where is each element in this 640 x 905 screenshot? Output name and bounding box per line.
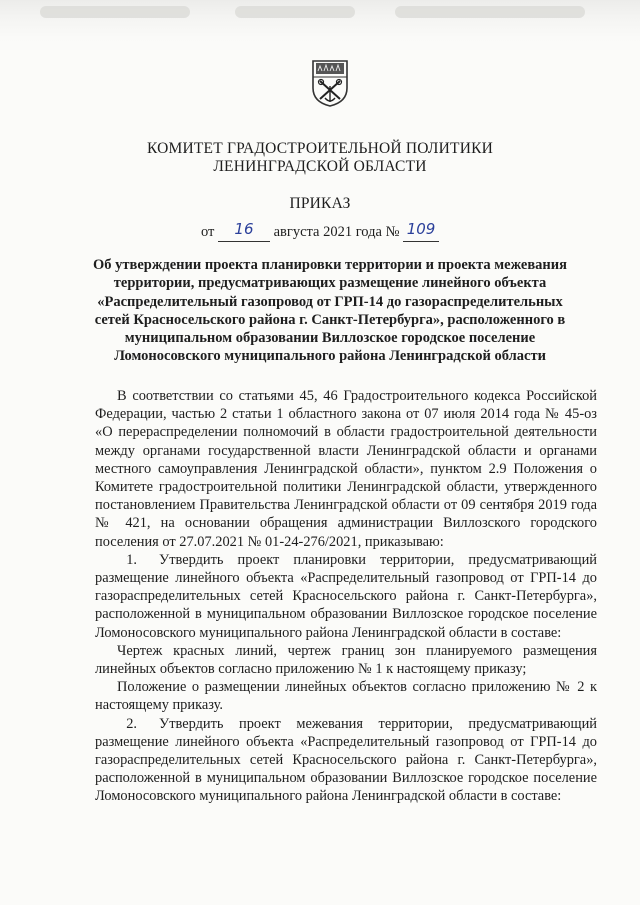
item-1-subitem-drawing: Чертеж красных линий, чертеж границ зон планируемого размещения линейных объектов согласно приложению № 1 к настоящему приказу; [95, 642, 597, 678]
scan-artifact [40, 6, 190, 18]
scan-edge-shadow [0, 0, 640, 42]
order-prefix: от [200, 224, 215, 240]
item-1-number: 1. [126, 551, 137, 568]
order-body [95, 387, 597, 806]
document-type: ПРИКАЗ [289, 195, 351, 212]
scan-artifact [395, 6, 585, 18]
order-day-handwritten: 16 [234, 220, 254, 238]
committee-name-line2: ЛЕНИНГРАДСКОЙ ОБЛАСТИ [213, 158, 427, 175]
order-date-number-line [0, 222, 640, 242]
item-2-number: 2. [126, 715, 137, 732]
order-number-sign: № [385, 224, 400, 240]
coat-of-arms-icon [310, 58, 350, 108]
committee-name-line1: КОМИТЕТ ГРАДОСТРОИТЕЛЬНОЙ ПОЛИТИКИ [146, 140, 494, 157]
scan-artifact [235, 6, 355, 18]
item-2-paragraph [95, 715, 597, 806]
order-number-handwritten: 109 [406, 220, 436, 238]
order-month-year: августа 2021 года [273, 224, 382, 240]
preamble-paragraph: В соответствии со статьями 45, 46 Градостроительного кодекса Российской Федерации, частью 2 статьи 1 областного закона от 07 июля 2014 года № 45-оз «О перераспределении полномочий в области градостроительной деятельности между органами государственной власти Ленинградской области и органами местного самоуправления Ленинградской области», пунктом 2.9 Положения о Комитете градостроительной политики Ленинградской области, утвержденного постановлением Правительства Ленинградской области от 09 сентября 2019 года № 421, на основании обращения администрации Виллозского городского поселения от 27.07.2021 № 01-24-276/2021, приказываю: [95, 388, 597, 550]
order-day-field [218, 222, 270, 242]
order-subject-title: Об утверждении проекта планировки территории и проекта межевания территории, предусматривающих размещение линейного объекта «Распределительный газопровод от ГРП-14 до газораспределительных сетей Красносельского района г. Санкт-Петербурга», расположенного в муниципальном образовании Виллозское городское поселение Ломоносовского муниципального района Ленинградской области [93, 257, 567, 365]
item-1-paragraph [95, 551, 597, 642]
item-1-subitem-regulation: Положение о размещении линейных объектов согласно приложению № 2 к настоящему приказу. [95, 679, 597, 714]
item-1-text: Утвердить проект планировки территории, предусматривающий размещение линейного объекта «Распределительный газопровод от ГРП-14 до газораспределительных сетей Красносельского района г. Санкт-Петербурга», расположенной в муниципальном образовании Виллозское городское поселение Ломоносовского муниципального района Ленинградской области в составе: [95, 551, 597, 641]
order-number-field [403, 222, 439, 242]
item-2-text: Утвердить проект межевания территории, предусматривающий размещение линейного объекта «Распределительный газопровод от ГРП-14 до газораспределительных сетей Красносельского района г. Санкт-Петербурга», расположенной в муниципальном образовании Виллозское городское поселение Ломоносовского муниципального района Ленинградской области в составе: [95, 715, 597, 805]
